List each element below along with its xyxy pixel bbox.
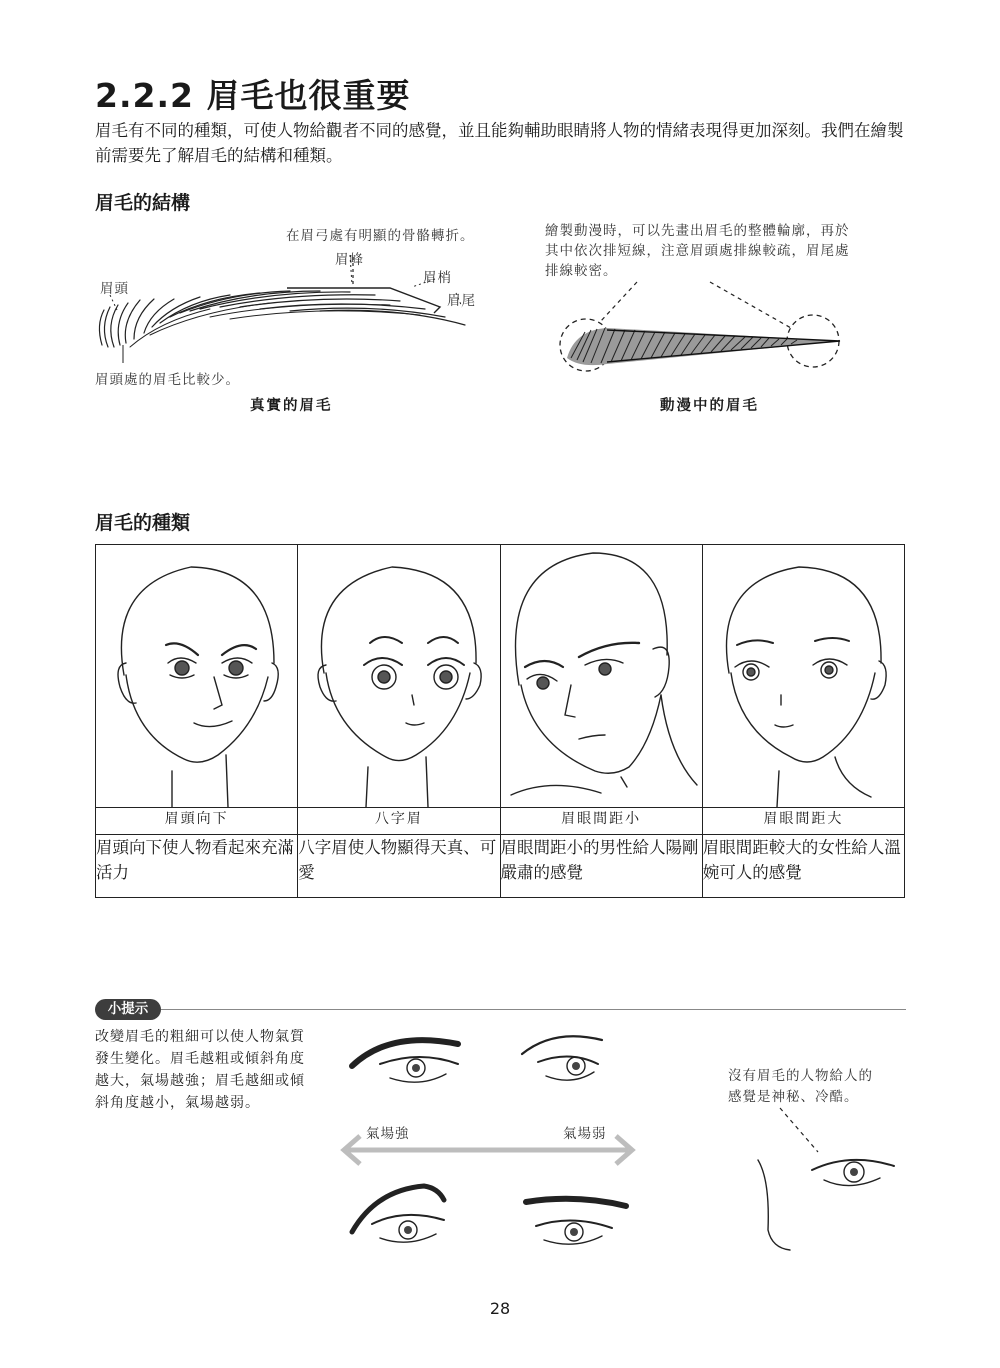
strong-aura-label: 氣場強 bbox=[366, 1126, 410, 1142]
tip-text: 改變眉毛的粗細可以使人物氣質發生變化。眉毛越粗或傾斜角度越大，氣場越強；眉毛越細或傾斜角度越小，氣場越弱。 bbox=[95, 1029, 305, 1111]
no-eyebrow-face-illustration bbox=[750, 1100, 910, 1260]
no-brow-note-line2: 感覺是神秘、冷酷。 bbox=[728, 1089, 859, 1105]
face-image-4 bbox=[702, 545, 904, 808]
label-tip: 眉梢 bbox=[423, 270, 452, 286]
anime-eyebrow-caption: 動漫中的眉毛 bbox=[660, 397, 759, 414]
aura-eyes-illustration bbox=[340, 1024, 640, 1264]
structure-heading: 眉毛的結構 bbox=[95, 192, 191, 214]
head-note: 眉頭處的眉毛比較少。 bbox=[95, 372, 240, 388]
eyebrow-types-table bbox=[95, 544, 905, 898]
face-brow-down-illustration bbox=[96, 545, 296, 807]
types-heading: 眉毛的種類 bbox=[95, 512, 191, 534]
type-name-4: 眉眼間距大 bbox=[702, 808, 904, 835]
arch-note: 在眉弓處有明顯的骨骼轉折。 bbox=[286, 228, 475, 244]
section-title: 2.2.2 眉毛也很重要 bbox=[95, 76, 411, 115]
face-yaji-brow-illustration bbox=[298, 545, 498, 807]
anime-eyebrow-illustration bbox=[555, 278, 855, 378]
face-image-3 bbox=[500, 545, 702, 808]
type-desc-1: 眉頭向下使人物看起來充滿活力 bbox=[96, 835, 298, 898]
intro-paragraph: 眉毛有不同的種類，可使人物給觀者不同的感覺，並且能夠輔助眼睛將人物的情緒表現得更加深刻。我們在繪製前需要先了解眉毛的結構和種類。 bbox=[95, 121, 904, 165]
type-desc-3: 眉眼間距小的男性給人陽剛嚴肅的感覺 bbox=[500, 835, 702, 898]
page-number: 28 bbox=[489, 1299, 511, 1318]
type-name-2: 八字眉 bbox=[298, 808, 500, 835]
anime-note-line2: 其中依次排短線，注意眉頭處排線較疏，眉尾處 bbox=[545, 243, 850, 259]
no-brow-note-line1: 沒有眉毛的人物給人的 bbox=[728, 1068, 873, 1084]
type-name-1: 眉頭向下 bbox=[96, 808, 298, 835]
anime-note-line1: 繪製動漫時，可以先畫出眉毛的整體輪廓，再於 bbox=[545, 223, 850, 239]
face-large-gap-illustration bbox=[703, 545, 903, 807]
face-image-2 bbox=[298, 545, 500, 808]
label-peak: 眉峰 bbox=[335, 252, 364, 268]
label-tail: 眉尾 bbox=[447, 293, 476, 309]
weak-aura-label: 氣場弱 bbox=[563, 1126, 607, 1142]
real-eyebrow-caption: 真實的眉毛 bbox=[250, 397, 333, 414]
type-desc-4: 眉眼間距較大的女性給人溫婉可人的感覺 bbox=[702, 835, 904, 898]
anime-note-line3: 排線較密。 bbox=[545, 263, 618, 279]
tip-badge: 小提示 bbox=[95, 999, 161, 1020]
face-image-1 bbox=[96, 545, 298, 808]
label-head: 眉頭 bbox=[100, 281, 129, 297]
type-desc-2: 八字眉使人物顯得天真、可愛 bbox=[298, 835, 500, 898]
tip-divider bbox=[161, 1009, 906, 1010]
type-name-3: 眉眼間距小 bbox=[500, 808, 702, 835]
face-small-gap-illustration bbox=[501, 545, 701, 807]
